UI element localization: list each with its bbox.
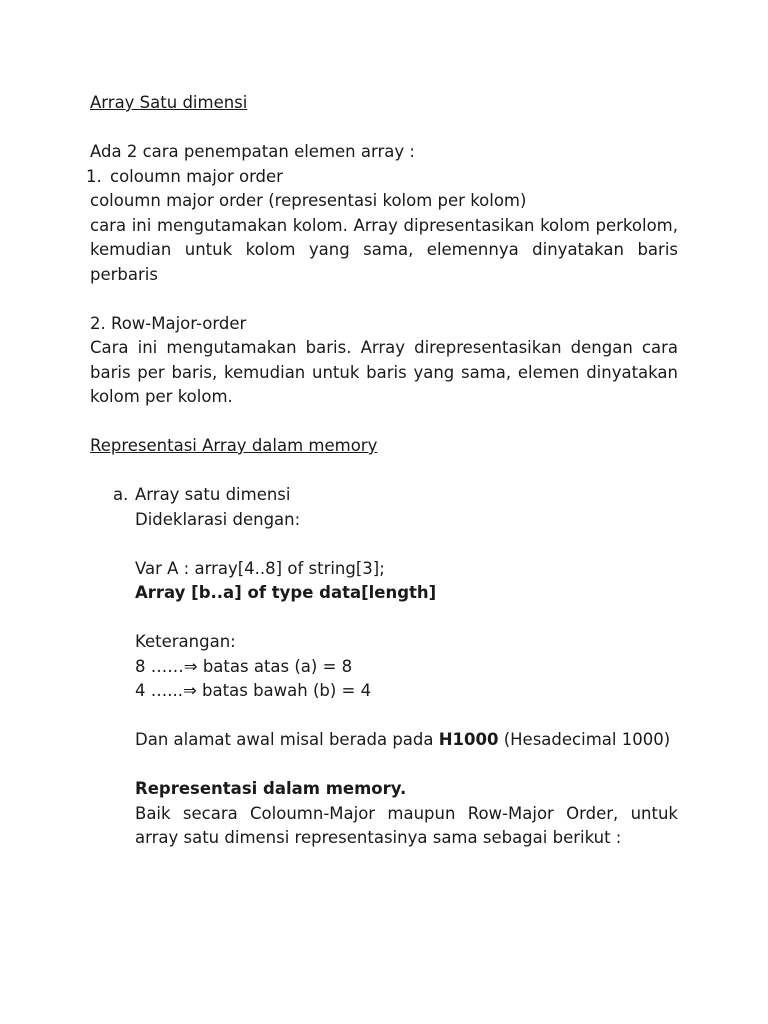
upper-text: batas atas (a) = 8 <box>197 656 353 676</box>
lower-bound-line <box>135 679 678 704</box>
item1-subtitle: coloumn major order (representasi kolom per kolom) <box>90 191 527 210</box>
memory-text: Baik secara Coloumn-Major maupun Row-Major Order, untuk array satu dimensi representasinya sama sebagai berikut : <box>135 803 678 847</box>
address-pre: Dan alamat awal misal berada pada <box>135 730 439 749</box>
code-line: Var A : array[4..8] of string[3]; <box>135 558 385 578</box>
keterangan-label: Keterangan: <box>135 632 236 651</box>
upper-bound-line <box>135 655 678 680</box>
intro-text: Ada 2 cara penempatan elemen array : <box>90 142 415 161</box>
address-value: H1000 <box>438 730 499 749</box>
item2-label: 2. Row-Major-order <box>90 313 247 333</box>
sub-a-title-line <box>113 483 678 508</box>
section-title: Representasi Array dalam memory <box>90 436 378 455</box>
list-item-1 <box>86 165 678 190</box>
upper-prefix: 8 …… <box>135 656 184 676</box>
doc-title: Array Satu dimensi <box>90 93 248 112</box>
item1-description: cara ini mengutamakan kolom. Array dipresentasikan kolom perkolom, kemudian untuk kolom yang sama, elemennya dinyatakan baris perbaris <box>90 215 678 284</box>
implies-arrow-icon: ⇒ <box>183 656 198 676</box>
memory-title: Representasi dalam memory. <box>135 779 407 798</box>
item2-description: Cara ini mengutamakan baris. Array direpresentasikan dengan cara baris per baris, kemudian untuk baris yang sama, elemen dinyatakan kolom per kolom. <box>90 338 678 406</box>
sub-a-title: Array satu dimensi <box>135 485 291 504</box>
lower-prefix: 4 …... <box>135 681 183 700</box>
sub-section-a <box>90 483 678 851</box>
sub-a-declared: Dideklarasi dengan: <box>135 509 301 529</box>
implies-arrow-icon: ⇒ <box>182 681 197 700</box>
address-post: (Hesadecimal 1000) <box>498 730 671 749</box>
sub-a-marker: a. <box>113 485 129 504</box>
list-item-1-number: 1. <box>86 166 102 186</box>
list-item-1-label: coloumn major order <box>110 166 283 186</box>
lower-text: batas bawah (b) = 4 <box>196 681 372 700</box>
code-syntax: Array [b..a] of type data[length] <box>135 583 437 602</box>
address-line <box>135 728 678 753</box>
document-page <box>86 91 678 851</box>
